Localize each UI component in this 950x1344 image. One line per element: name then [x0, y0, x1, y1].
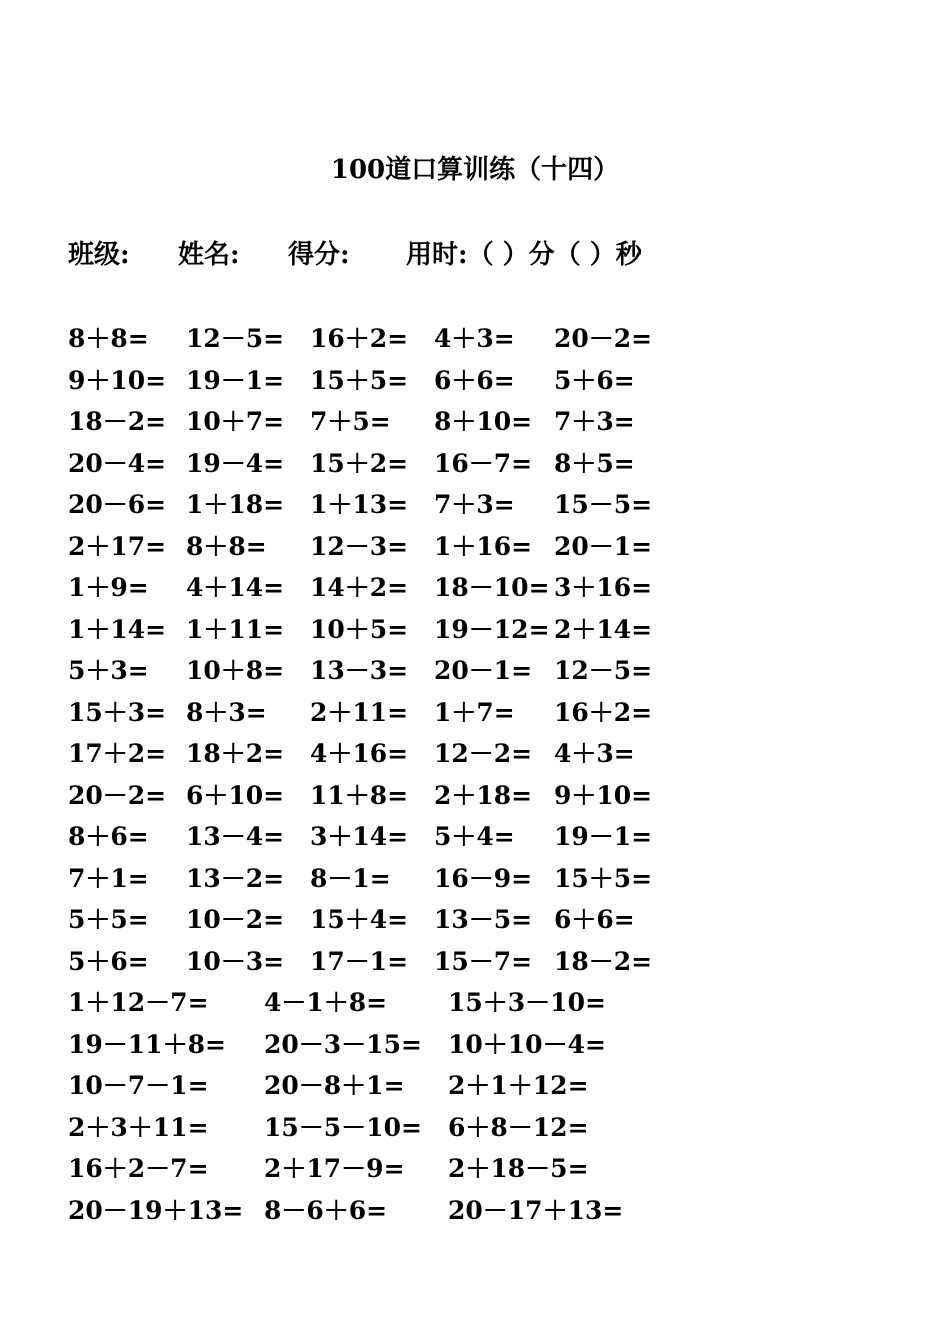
math-problem: 12－5= — [554, 656, 653, 685]
math-problem: 10－7－1= — [68, 1071, 209, 1100]
math-problem: 10＋7= — [186, 407, 285, 436]
math-problem: 7＋5= — [310, 407, 391, 436]
problem-row — [68, 318, 888, 360]
name-label: 姓名: — [178, 240, 240, 270]
problem-row — [68, 899, 888, 941]
problem-row — [68, 401, 888, 443]
math-problem: 6＋6= — [434, 365, 515, 395]
math-problem: 15＋2= — [310, 448, 409, 478]
math-problem: 10＋10－4= — [448, 1029, 606, 1059]
math-problem: 18－2= — [68, 407, 167, 436]
problem-row — [68, 816, 888, 858]
math-problem: 3＋16= — [554, 573, 653, 602]
math-problem: 6＋10= — [186, 780, 285, 810]
math-problem: 20－4= — [68, 448, 167, 478]
math-problem: 1＋11= — [186, 614, 285, 644]
math-problem: 8＋6= — [68, 822, 149, 851]
math-problem: 4＋3= — [554, 739, 635, 768]
math-problem: 2＋1＋12= — [448, 1071, 589, 1100]
math-problem: 19－11＋8= — [68, 1029, 226, 1059]
math-problem: 20－1= — [554, 531, 653, 561]
math-problem: 16－9= — [434, 863, 533, 893]
math-problem: 20－8＋1= — [264, 1071, 405, 1100]
problem-row — [68, 692, 888, 734]
math-problem: 1＋18= — [186, 490, 285, 519]
math-problem: 16－7= — [434, 448, 533, 478]
math-problem: 20－3－15= — [264, 1029, 422, 1059]
math-problem: 5＋3= — [68, 656, 149, 685]
math-problem: 16＋2= — [554, 697, 653, 727]
math-problem: 18－10= — [434, 573, 550, 602]
math-problem: 16＋2= — [310, 324, 409, 353]
math-problem: 19－1= — [186, 365, 285, 395]
math-problem: 7＋1= — [68, 863, 149, 893]
math-problem: 8－1= — [310, 863, 391, 893]
math-problem: 8＋10= — [434, 407, 533, 436]
math-problem: 14＋2= — [310, 573, 409, 602]
class-label: 班级: — [68, 240, 130, 270]
math-problem: 10－2= — [186, 905, 285, 934]
page-title: 100道口算训练（十四） — [330, 155, 620, 185]
problem-row — [68, 775, 888, 817]
math-problem: 19－12= — [434, 614, 550, 644]
math-problem: 6＋8－12= — [448, 1112, 589, 1142]
math-problem: 4－1＋8= — [264, 988, 388, 1017]
problem-row — [68, 443, 888, 485]
math-problem: 1＋12－7= — [68, 988, 209, 1017]
math-problem: 18－2= — [554, 946, 653, 976]
math-problem: 12－3= — [310, 531, 409, 561]
math-problem: 6＋6= — [554, 905, 635, 934]
math-problem: 4＋14= — [186, 573, 285, 602]
math-problem: 18＋2= — [186, 739, 285, 768]
math-problem: 8＋8= — [68, 324, 149, 353]
math-problem: 13－3= — [310, 656, 409, 685]
math-problem: 12－2= — [434, 739, 533, 768]
math-problem: 15－5= — [554, 490, 653, 519]
math-problem: 5＋4= — [434, 822, 515, 851]
math-problem: 2＋14= — [554, 614, 653, 644]
math-problem: 13－5= — [434, 905, 533, 934]
math-problem: 1＋7= — [434, 697, 515, 727]
math-problem: 7＋3= — [554, 407, 635, 436]
math-problem: 15＋3－10= — [448, 988, 606, 1017]
math-problem: 2＋11= — [310, 697, 409, 727]
math-problem: 10－3= — [186, 946, 285, 976]
math-problem: 17－1= — [310, 946, 409, 976]
math-problem: 20－17＋13= — [448, 1195, 624, 1225]
problem-row — [68, 1148, 888, 1190]
problem-row — [68, 526, 888, 568]
math-problem: 1＋16= — [434, 531, 533, 561]
math-problem: 4＋3= — [434, 324, 515, 353]
math-problem: 2＋18－5= — [448, 1154, 589, 1183]
math-problem: 20－19＋13= — [68, 1195, 244, 1225]
math-problem: 20－2= — [554, 324, 653, 353]
math-problem: 9＋10= — [68, 365, 167, 395]
score-label: 得分: — [288, 240, 350, 270]
math-problem: 15－7= — [434, 946, 533, 976]
problem-row — [68, 733, 888, 775]
math-problem: 19－1= — [554, 822, 653, 851]
math-problem: 4＋16= — [310, 739, 409, 768]
math-problem: 2＋3＋11= — [68, 1112, 209, 1142]
math-problem: 9＋10= — [554, 780, 653, 810]
math-problem: 2＋18= — [434, 780, 533, 810]
problem-row — [68, 858, 888, 900]
problem-row — [68, 484, 888, 526]
math-problem: 5＋6= — [68, 946, 149, 976]
problem-row — [68, 1024, 888, 1066]
problem-row — [68, 360, 888, 402]
math-problem: 1＋14= — [68, 614, 167, 644]
math-problem: 20－1= — [434, 656, 533, 685]
problem-row — [68, 650, 888, 692]
math-problem: 15＋4= — [310, 905, 409, 934]
math-problem: 5＋5= — [68, 905, 149, 934]
math-problem: 15＋5= — [554, 863, 653, 893]
problem-row — [68, 1065, 888, 1107]
time-label: 用时:（ ）分（ ）秒 — [406, 240, 642, 270]
math-problem: 20－2= — [68, 780, 167, 810]
problem-row — [68, 941, 888, 983]
math-problem: 1＋9= — [68, 573, 149, 602]
math-problem: 16＋2－7= — [68, 1154, 209, 1183]
math-problem: 1＋13= — [310, 490, 409, 519]
math-problem: 2＋17= — [68, 531, 167, 561]
math-problem: 8＋5= — [554, 448, 635, 478]
math-problem: 10＋8= — [186, 656, 285, 685]
problem-row — [68, 1107, 888, 1149]
problem-row — [68, 1190, 888, 1232]
math-problem: 10＋5= — [310, 614, 409, 644]
math-problem: 15－5－10= — [264, 1112, 422, 1142]
math-problem: 7＋3= — [434, 490, 515, 519]
math-problem: 12－5= — [186, 324, 285, 353]
problem-grid — [68, 318, 888, 1231]
problem-row — [68, 567, 888, 609]
problem-row — [68, 609, 888, 651]
math-problem: 15＋5= — [310, 365, 409, 395]
math-problem: 17＋2= — [68, 739, 167, 768]
math-problem: 5＋6= — [554, 365, 635, 395]
problem-row — [68, 982, 888, 1024]
math-problem: 8＋3= — [186, 697, 267, 727]
math-problem: 19－4= — [186, 448, 285, 478]
math-problem: 8－6＋6= — [264, 1195, 388, 1225]
math-problem: 15＋3= — [68, 697, 167, 727]
math-problem: 20－6= — [68, 490, 167, 519]
math-problem: 2＋17－9= — [264, 1154, 405, 1183]
math-problem: 13－4= — [186, 822, 285, 851]
math-problem: 13－2= — [186, 863, 285, 893]
math-problem: 11＋8= — [310, 780, 409, 810]
math-problem: 3＋14= — [310, 822, 409, 851]
math-problem: 8＋8= — [186, 531, 267, 561]
